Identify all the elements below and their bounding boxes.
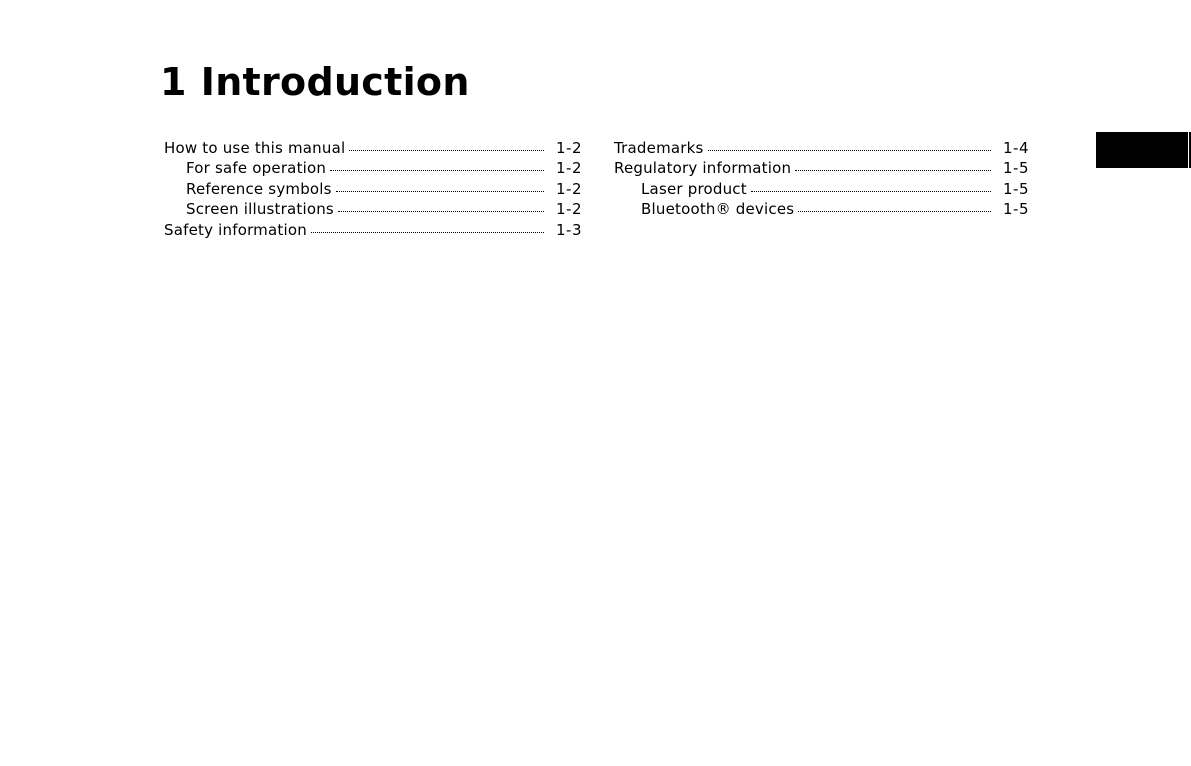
toc-entry-screen-illustrations[interactable] [164,199,582,219]
toc-entry-regulatory-information[interactable] [614,158,1029,178]
chapter-title-text: Introduction [200,60,470,104]
toc-leader-dots [338,210,544,212]
toc-entry-label: For safe operation [186,159,327,178]
toc-entry-page: 1-5 [1003,179,1029,198]
chapter-tab-edge [1188,132,1189,168]
toc-leader-dots [798,210,991,212]
toc-entry-page: 1-5 [1003,159,1029,178]
toc-entry-page: 1-2 [556,179,582,198]
toc-entry-page: 1-2 [556,159,582,178]
toc-entry-safe-operation[interactable] [164,158,582,178]
toc-entry-label: How to use this manual [164,139,346,157]
toc-entry-page: 1-3 [556,220,582,239]
toc-leader-dots [311,231,544,233]
toc-entry-page: 1-2 [556,200,582,219]
toc-leader-dots [330,169,544,171]
toc-entry-label: Regulatory information [614,159,792,178]
toc-entry-label: Laser product [641,179,747,198]
toc-leader-dots [349,149,544,151]
toc-left-column [164,138,582,240]
toc-entry-label: Bluetooth® devices [641,200,795,219]
toc-entry-page: 1-4 [1003,139,1029,157]
toc-entry-how-to-use[interactable] [164,138,582,158]
chapter-number: 1 [160,60,187,104]
toc-entry-laser-product[interactable] [614,179,1029,199]
toc-leader-dots [336,190,544,192]
toc-entry-label: Screen illustrations [186,200,334,219]
toc-entry-reference-symbols[interactable] [164,179,582,199]
chapter-thumb-tab [1096,132,1191,168]
toc-leader-dots [708,149,991,151]
toc-leader-dots [795,169,991,171]
toc-leader-dots [751,190,991,192]
toc-right-column [614,138,1029,220]
chapter-title [160,58,470,106]
toc-entry-page: 1-5 [1003,200,1029,219]
toc-entry-label: Reference symbols [186,179,332,198]
toc-entry-label: Safety information [164,220,307,239]
toc-entry-bluetooth-devices[interactable] [614,199,1029,219]
toc-entry-trademarks[interactable] [614,138,1029,158]
toc-entry-safety-information[interactable] [164,220,582,240]
toc-entry-label: Trademarks [614,139,704,157]
toc-entry-page: 1-2 [556,139,582,157]
